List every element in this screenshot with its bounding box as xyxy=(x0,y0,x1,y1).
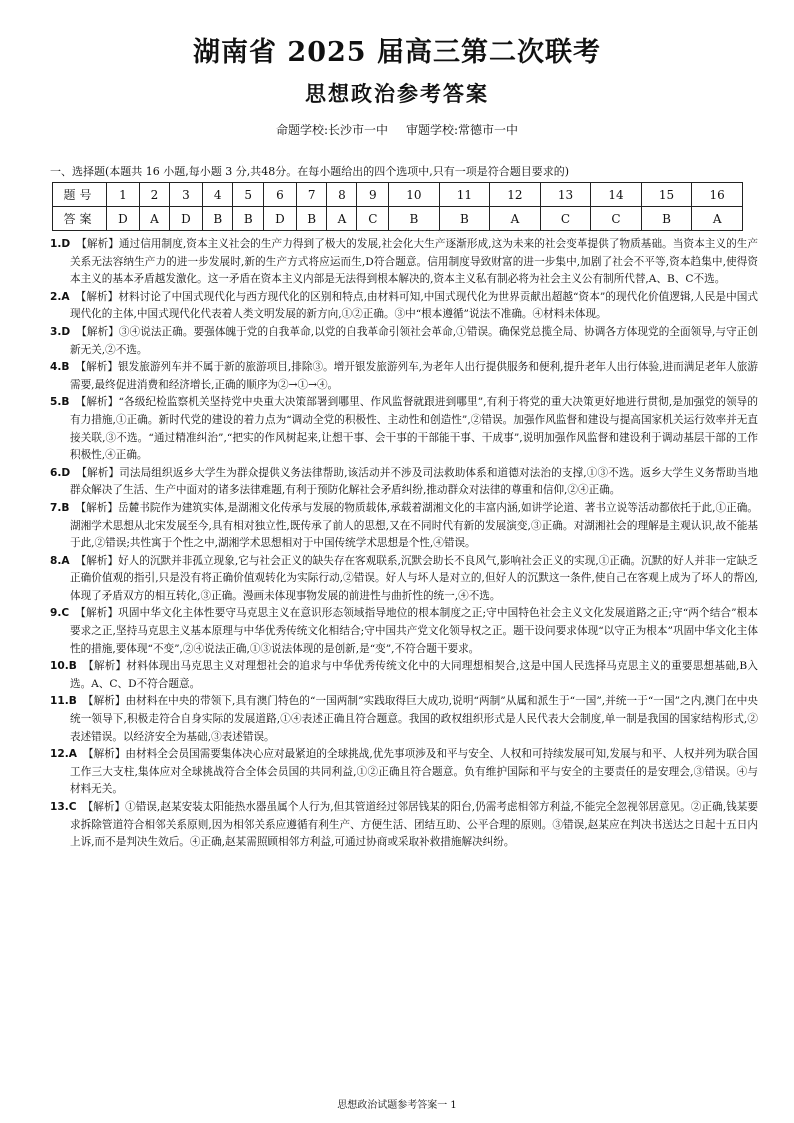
question-number: 16 xyxy=(692,183,743,207)
answer-table-number-row xyxy=(53,183,743,207)
explanation-item xyxy=(50,324,758,359)
answer-cell: B xyxy=(233,207,264,231)
item-number: 7. xyxy=(50,501,62,514)
answer-cell: B xyxy=(641,207,692,231)
item-answer: B xyxy=(61,396,70,409)
item-text: 【解析】①错误,赵某安装太阳能热水器虽属个人行为,但其管道经过邻居钱某的阳台,仍需考虑相邻方利益,不能完全忽视邻居意见。②正确,钱某要求拆除管道符合相邻关系原则,因为相邻关系应遵循有利生产、方便生活、团结互助、公平合理的原则。③错误,赵某应在判决书送达之日起十五日内上诉,而不是判决生效后。④正确,赵某需照顾相邻方利益,可通过协商或采取补救措施解决纠纷。 xyxy=(70,801,758,849)
item-number: 3. xyxy=(50,325,62,338)
item-answer: A xyxy=(61,554,70,567)
question-number: 12 xyxy=(490,183,541,207)
item-answer: A xyxy=(68,748,77,761)
question-number: 3 xyxy=(170,183,203,207)
item-text: 【解析】银发旅游列车并不属于新的旅游项目,排除③。增开银发旅游列车,为老年人出行提供服务和便利,提升老年人出行体验,进而满足老年人旅游需要,最终促进消费和经济增长,正确的顺序为②→①→④。 xyxy=(70,361,758,391)
question-number: 6 xyxy=(263,183,296,207)
item-text: 【解析】③④说法正确。要强体魄于党的自我革命,以党的自我革命引领社会革命,①错误。确保党总揽全局、协调各方体现党的全面领导,与守正创新无关,②不选。 xyxy=(70,325,758,356)
question-number: 9 xyxy=(357,183,389,207)
answer-cell: B xyxy=(296,207,327,231)
answer-cell: D xyxy=(170,207,203,231)
item-number: 6. xyxy=(50,466,62,479)
item-number: 8. xyxy=(50,554,62,567)
school-info xyxy=(0,121,794,138)
question-number: 7 xyxy=(296,183,327,207)
section-heading: 一、选择题(本题共 16 小题,每小题 3 分,共48分。在每小题给出的四个选项中,只有一项是符合题目要求的) xyxy=(50,165,570,178)
document-subtitle: 思想政治参考答案 xyxy=(305,82,489,106)
item-text: 【解析】“各级纪检监察机关坚持党中央重大决策部署到哪里、作风监督就跟进到哪里”,有利于将党的重大决策更好地进行贯彻,是加强党的领导的有力措施,①正确。新时代党的建设的着力点为“调动全党的积极性、主动性和创造性”,②错误。加强作风监督和建设与提高国家机关运行效率并无直接关联,③不选。“通过精准纠治”,“把实的作风树起来,让想干事、会干事的干部能干事、干成事”,说明加强作风监督和建设利于调动基层干部的工作积极性,④正确。 xyxy=(70,396,758,462)
item-number: 2. xyxy=(50,290,62,303)
explanation-item xyxy=(50,693,758,746)
answer-table-answer-row xyxy=(53,207,743,231)
item-number: 9. xyxy=(50,607,62,620)
answer-table xyxy=(52,182,743,231)
item-answer: D xyxy=(61,466,71,479)
answer-cell: A xyxy=(692,207,743,231)
item-number: 11. xyxy=(50,695,69,708)
question-number: 11 xyxy=(439,183,490,207)
question-number: 14 xyxy=(591,183,642,207)
item-answer: D xyxy=(61,325,71,338)
explanation-item xyxy=(50,658,758,693)
answer-cell: B xyxy=(439,207,490,231)
question-number: 5 xyxy=(233,183,264,207)
explanation-list xyxy=(50,236,758,852)
question-number: 15 xyxy=(641,183,692,207)
item-number: 10. xyxy=(50,660,69,673)
document-title: 湖南省 2025 届高三第二次联考 xyxy=(193,37,601,68)
explanation-item xyxy=(50,553,758,606)
answer-cell: A xyxy=(490,207,541,231)
item-number: 12. xyxy=(50,748,69,761)
item-text: 【解析】好人的沉默并非孤立现象,它与社会正义的缺失存在客观联系,沉默会助长不良风气,影响社会正义的实现,①正确。沉默的好人并非一定缺乏正确价值观的指引,只是没有将正确价值观转化为实际行动,②错误。好人与坏人是对立的,但好人的沉默这一条件,使自己在客观上成为了坏人的帮凶,体现了矛盾双方的相互转化,③正确。漫画未体现事物发展的前进性与曲折性的统一,④不选。 xyxy=(70,554,758,602)
item-answer: C xyxy=(68,801,77,813)
question-number: 4 xyxy=(202,183,233,207)
item-text: 【解析】巩固中华文化主体性要守马克思主义在意识形态领域指导地位的根本制度之正;守中国特色社会主义文化发展道路之正;守“两个结合”根本要求之正,坚持马克思主义基本原理与中华优秀传统文化相结合;守中国共产党文化领导权之正。题干设问要求体现“以守正为根本”巩固中华文化主体性的措施,要体现“不变”,②④说法正确,①③说法体现的是创新,是“变”,不符合题干要求。 xyxy=(70,607,758,655)
explanation-item xyxy=(50,394,758,464)
question-number: 8 xyxy=(327,183,357,207)
answer-row-label: 答案 xyxy=(53,207,107,231)
item-answer: A xyxy=(61,290,70,303)
question-number: 1 xyxy=(107,183,140,207)
item-text: 【解析】材料体现出马克思主义对理想社会的追求与中华优秀传统文化中的大同理想相契合,这是中国人民选择马克思主义的重要思想基础,B入选。A、C、D不符合题意。 xyxy=(70,660,758,690)
item-text: 【解析】通过信用制度,资本主义社会的生产力得到了极大的发展,社会化大生产逐渐形成,这为未来的社会变革提供了物质基础。当资本主义的生产关系无法容纳生产力的进一步发展时,新的生产方式将应运而生,D符合题意。信用制度导致财富的进一步集中,加剧了社会不平等,资本趋集中,使得资本主义的基本矛盾越发激化。这一矛盾在资本主义内部是无法得到根本解决的,资本主义私有制必将为社会主义公有制所代替,A、B、C不选。 xyxy=(70,238,758,286)
answer-cell: C xyxy=(591,207,642,231)
item-answer: C xyxy=(61,607,70,620)
reviewer-school: 审题学校:常德市一中 xyxy=(406,123,519,137)
answer-cell: A xyxy=(139,207,169,231)
item-answer: D xyxy=(61,238,71,250)
page-footer: 思想政治试题参考答案一 1 xyxy=(337,1100,457,1111)
item-text: 【解析】司法局组织返乡大学生为群众提供义务法律帮助,该活动并不涉及司法救助体系和道德对法治的支撑,①③不选。返乡大学生义务帮助当地群众解决了生活、生产中面对的诸多法律难题,有利于预防化解社会矛盾纠纷,推动群众对法律的尊重和信仰,②④正确。 xyxy=(70,466,758,497)
question-number: 13 xyxy=(540,183,591,207)
item-text: 【解析】由材料全会员国需要集体决心应对最紧迫的全球挑战,优先事项涉及和平与安全、人权和可持续发展可知,发展与和平、人权并列为联合国工作三大支柱,集体应对全球挑战符合全体会员国的共同利益,①②正确且符合题意。负有维护国际和平与安全的主要责任的是安理会,③错误。④与材料无关。 xyxy=(70,748,758,796)
item-answer: B xyxy=(61,361,70,374)
item-number: 4. xyxy=(50,361,62,374)
explanation-item xyxy=(50,359,758,394)
explanation-item xyxy=(50,799,758,852)
item-answer: B xyxy=(68,660,77,673)
answer-cell: B xyxy=(202,207,233,231)
item-text: 【解析】岳麓书院作为建筑实体,是湖湘文化传承与发展的物质载体,承载着湖湘文化的丰富内涵,如讲学论道、著书立说等活动都依托于此,①正确。湖湘学术思想从北宋发展至今,具有相对独立性,既传承了前人的思想,又在不同时代有新的发展演变,③正确。对湖湘社会的理解是主观认识,故不能基于此,②错误;共性寓于个性之中,湖湘学术思想相对于中国传统学术思想是个性,④错误。 xyxy=(70,501,758,550)
item-answer: B xyxy=(68,695,77,708)
explanation-item xyxy=(50,289,758,324)
answer-cell: B xyxy=(389,207,440,231)
explanation-item xyxy=(50,236,758,289)
explanation-item xyxy=(50,605,758,658)
answer-cell: D xyxy=(263,207,296,231)
item-text: 【解析】由材料在中央的带领下,具有澳门特色的“一国两制”实践取得巨大成功,说明“两制”从属和派生于“一国”,并统一于“一国”之内,澳门在中央统一领导下,积极走符合自身实际的发展道路,①④表述正确且符合题意。我国的政权组织形式是人民代表大会制度,单一制是我国的国家结构形式,②表述错误。以经济安全为基础,③表述错误。 xyxy=(70,695,758,743)
explanation-item xyxy=(50,465,758,500)
explanation-item xyxy=(50,746,758,799)
answer-cell: A xyxy=(327,207,357,231)
question-number: 2 xyxy=(139,183,169,207)
item-number: 1. xyxy=(50,238,62,250)
question-number: 10 xyxy=(389,183,440,207)
answer-cell: C xyxy=(357,207,389,231)
answer-cell: D xyxy=(107,207,140,231)
explanation-item xyxy=(50,500,758,553)
item-number: 13. xyxy=(50,801,69,813)
item-answer: B xyxy=(61,501,70,514)
number-row-label: 题号 xyxy=(53,183,107,207)
item-number: 5. xyxy=(50,396,62,409)
proposer-school: 命题学校:长沙市一中 xyxy=(275,123,388,137)
item-text: 【解析】材料讨论了中国式现代化与西方现代化的区别和特点,由材料可知,中国式现代化为世界贡献出超越“资本”的现代化价值逻辑,人民是中国式现代化的主体,中国式现代化代表着人类文明发展的新方向,①②正确。③中“根本遵循”说法不准确。④材料未体现。 xyxy=(70,290,758,321)
answer-cell: C xyxy=(540,207,591,231)
